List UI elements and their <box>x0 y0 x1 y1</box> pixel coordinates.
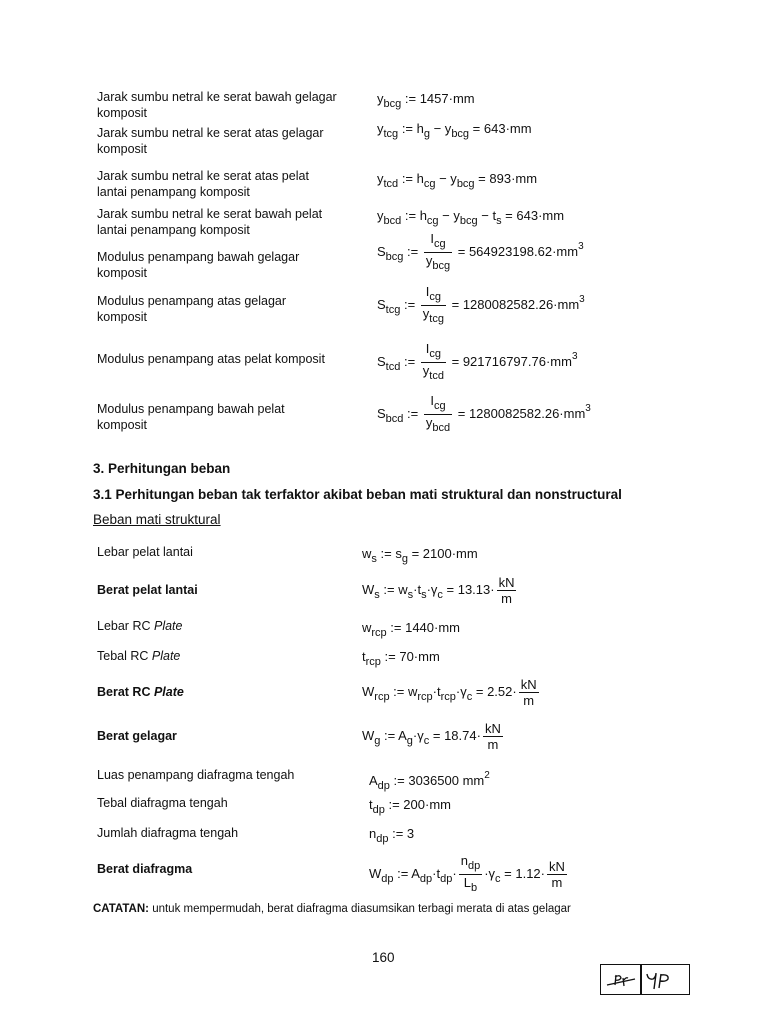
equation-sbcg: $S_{bcg}$ := $\frac{I_{cg}}{y_{bcg}}$ = $564923198.62\cdot mm^3$ <box>377 231 584 272</box>
label-ytcd: Jarak sumbu netral ke serat atas pelat lantai penampang komposit <box>97 169 309 199</box>
page-number: 160 <box>372 950 395 965</box>
equation-tdp: $t_{dp}$ := 200·mm <box>369 797 451 816</box>
label-ybcg: Jarak sumbu netral ke serat bawah gelagar komposit <box>97 90 337 120</box>
fraction: $\frac{I_{cg}}{y_{tcd}}$ <box>422 341 444 382</box>
initials-box <box>600 964 690 995</box>
fraction: $\frac{I_{cg}}{y_{bcg}}$ <box>425 231 451 272</box>
label-berat-gelagar: Berat gelagar <box>97 729 177 743</box>
label-sbcg: Modulus penampang bawah gelagar komposit <box>97 250 300 280</box>
equation-stcd: $S_{tcd}$ := $\frac{I_{cg}}{y_{tcd}}$ = $921716797.76\cdot mm^3$ <box>377 341 578 382</box>
label-sbcd: Modulus penampang bawah pelat komposit <box>97 402 285 432</box>
equation-berat-gelagar: $W_g$ := $A_g\cdot\gamma_c = 18.74\cdot$ $\frac{kN}{m}$ <box>362 721 501 752</box>
label-jumlah-diafragma: Jumlah diafragma tengah <box>97 826 239 840</box>
label-tebal-rc: Tebal RC Plate <box>97 649 181 663</box>
equation-ytcg: $y_{tcg}$ := $h_g - y_{bcg} = 643\cdot mm$ <box>377 121 532 140</box>
label-lebar-pelat: Lebar pelat lantai <box>97 545 193 559</box>
label-ytcg: Jarak sumbu netral ke serat atas gelagar komposit <box>97 126 324 156</box>
subsection-title: Beban mati struktural <box>93 512 221 527</box>
equation-sbcd: $S_{bcd}$ := $\frac{I_{cg}}{y_{bcd}}$ = $1280082582.26\cdot mm^3$ <box>377 393 591 434</box>
equation-stcg: $S_{tcg}$ := $\frac{I_{cg}}{y_{tcg}}$ = $1280082582.26\cdot mm^3$ <box>377 284 585 325</box>
note: CATATAN: untuk mempermudah, berat diafragma diasumsikan terbagi merata di atas gelagar <box>93 903 571 915</box>
equation-ws: $w_s$ := $s_g = 2100\cdot mm$ <box>362 546 478 565</box>
equation-berat-pelat: $W_s$ := $w_s\cdot t_s\cdot\gamma_c = 13.13\cdot$ $\frac{kN}{m}$ <box>362 575 515 606</box>
equation-ybcd: $y_{bcd}$ := $h_{cg} - y_{bcg} - t_s = 643\cdot mm$ <box>377 208 565 227</box>
label-berat-rc: Berat RC Plate <box>97 685 184 699</box>
equation-ybcg: $y_{bcg}$ := 1457·mm <box>377 91 475 110</box>
equation-ndp: $n_{dp}$ := 3 <box>369 826 415 845</box>
equation-wrcp: $w_{rcp}$ := 1440·mm <box>362 620 461 639</box>
fraction: $\frac{I_{cg}}{y_{bcd}}$ <box>425 393 451 434</box>
label-luas-diafragma: Luas penampang diafragma tengah <box>97 768 295 782</box>
label-stcd: Modulus penampang atas pelat komposit <box>97 352 325 366</box>
section-heading: 3. Perhitungan beban <box>93 461 231 476</box>
fraction: $\frac{I_{cg}}{y_{tcg}}$ <box>422 284 444 325</box>
label-berat-diafragma: Berat diafragma <box>97 862 193 876</box>
signature-mark <box>601 965 689 994</box>
label-tebal-diafragma: Tebal diafragma tengah <box>97 796 228 810</box>
equation-berat-diafragma: $W_{dp}$ := $A_{dp}\cdot t_{dp}\cdot$ $\frac{n_{dp}}{L_b}$ $\cdot\gamma_c = 1.12\cdot$ $\frac{kN}{m}$ <box>369 853 565 894</box>
label-berat-pelat: Berat pelat lantai <box>97 583 198 597</box>
label-lebar-rc: Lebar RC Plate <box>97 619 183 633</box>
subsection-heading: 3.1 Perhitungan beban tak terfaktor akibat beban mati struktural dan nonstructural <box>93 487 622 502</box>
equation-adp: $A_{dp}$ := 3036500 $mm^2$ <box>369 770 490 792</box>
label-stcg: Modulus penampang atas gelagar komposit <box>97 294 287 324</box>
label-ybcd: Jarak sumbu netral ke serat bawah pelat lantai penampang komposit <box>97 207 323 237</box>
equation-berat-rc: $W_{rcp}$ := $w_{rcp}\cdot t_{rcp}\cdot\gamma_c = 2.52\cdot$ $\frac{kN}{m}$ <box>362 677 537 708</box>
equation-trcp: $t_{rcp}$ := 70·mm <box>362 649 440 668</box>
equation-ytcd: $y_{tcd}$ := $h_{cg} - y_{bcg} = 893\cdot mm$ <box>377 171 538 190</box>
